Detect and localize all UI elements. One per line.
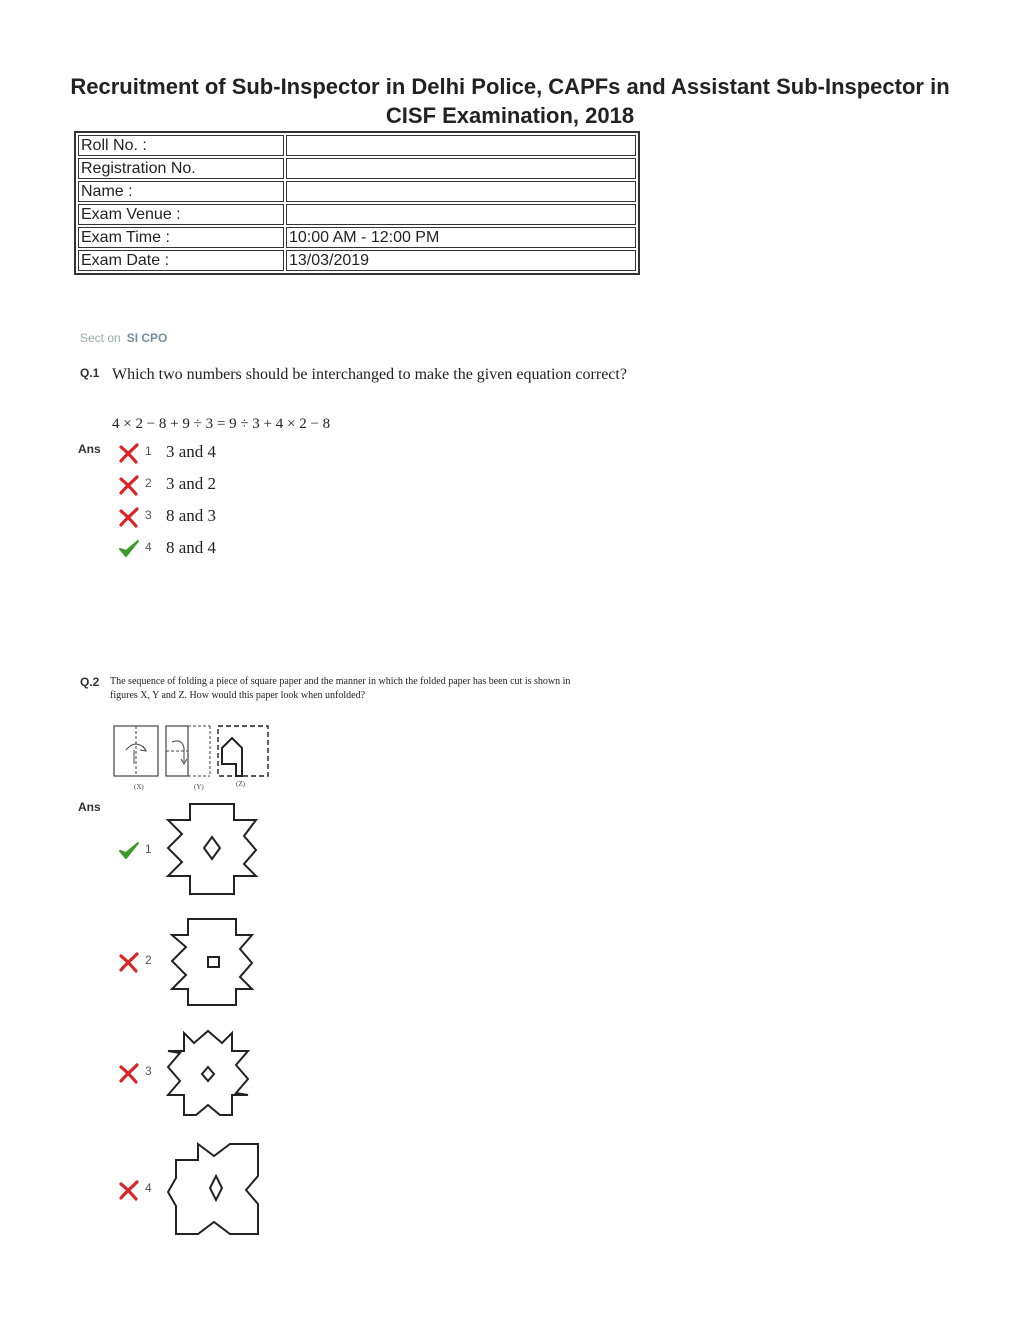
- info-value: [286, 181, 636, 202]
- wrong-cross-icon: [118, 951, 140, 973]
- info-label: Exam Date :: [78, 250, 284, 271]
- section-caption: Sect on: [80, 331, 121, 345]
- option-number: 1: [145, 842, 152, 856]
- correct-check-icon: [118, 538, 140, 560]
- candidate-info-table: [74, 131, 640, 275]
- info-row: [78, 227, 636, 248]
- info-row: [78, 204, 636, 225]
- info-row: [78, 135, 636, 156]
- option-text: 8 and 4: [166, 538, 217, 557]
- info-value: 10:00 AM - 12:00 PM: [286, 227, 636, 248]
- figure-x: [114, 726, 158, 776]
- option-number: 2: [145, 476, 152, 490]
- answer-label: Ans: [78, 442, 101, 456]
- question-number: Q.2: [80, 675, 100, 689]
- wrong-cross-icon: [118, 1179, 140, 1201]
- section-label: [80, 331, 167, 345]
- figure-z-label: (Z): [236, 780, 245, 788]
- option-number: 4: [145, 540, 152, 554]
- question-text: Which two numbers should be interchanged to make the given equation correct?: [112, 366, 627, 383]
- info-label: Roll No. :: [78, 135, 284, 156]
- option-figure: [160, 800, 264, 898]
- info-value: [286, 158, 636, 179]
- section-name: SI CPO: [126, 331, 168, 345]
- info-label: Exam Venue :: [78, 204, 284, 225]
- figure-y-label: (Y): [194, 783, 204, 791]
- option-number: 1: [145, 444, 152, 458]
- wrong-cross-icon: [118, 474, 140, 496]
- info-row: [78, 158, 636, 179]
- question-text-line: figures X, Y and Z. How would this paper look when unfolded?: [110, 690, 366, 701]
- question-text: [110, 675, 570, 703]
- option-text: 3 and 2: [166, 474, 217, 493]
- wrong-cross-icon: [118, 442, 140, 464]
- option-number: 3: [145, 1064, 152, 1078]
- option-number: 2: [145, 953, 152, 967]
- page-title: Recruitment of Sub-Inspector in Delhi Police, CAPFs and Assistant Sub-Inspector in CISF Examination, 2018: [70, 74, 950, 128]
- folding-sequence-figure: [110, 720, 280, 792]
- info-label: Registration No.: [78, 158, 284, 179]
- option-number: 4: [145, 1181, 152, 1195]
- option-figure: [160, 1025, 256, 1121]
- wrong-cross-icon: [118, 506, 140, 528]
- option-figure: [162, 1140, 264, 1242]
- answer-label: Ans: [78, 800, 101, 814]
- correct-check-icon: [118, 840, 140, 862]
- question-equation: 4 × 2 − 8 + 9 ÷ 3 = 9 ÷ 3 + 4 × 2 − 8: [112, 416, 331, 432]
- info-value: [286, 135, 636, 156]
- figure-z: [218, 726, 268, 776]
- info-row: [78, 181, 636, 202]
- info-row: [78, 250, 636, 271]
- info-value: 13/03/2019: [286, 250, 636, 271]
- info-label: Exam Time :: [78, 227, 284, 248]
- wrong-cross-icon: [118, 1062, 140, 1084]
- info-label: Name :: [78, 181, 284, 202]
- option-number: 3: [145, 508, 152, 522]
- figure-y: [166, 726, 210, 776]
- option-text: 3 and 4: [166, 442, 217, 461]
- info-value: [286, 204, 636, 225]
- option-figure: [160, 913, 260, 1011]
- question-number: Q.1: [80, 366, 100, 380]
- figure-x-label: (X): [134, 783, 144, 791]
- question-text-line: The sequence of folding a piece of square paper and the manner in which the folded paper has been cut is shown in: [110, 676, 571, 687]
- option-text: 8 and 3: [166, 506, 217, 525]
